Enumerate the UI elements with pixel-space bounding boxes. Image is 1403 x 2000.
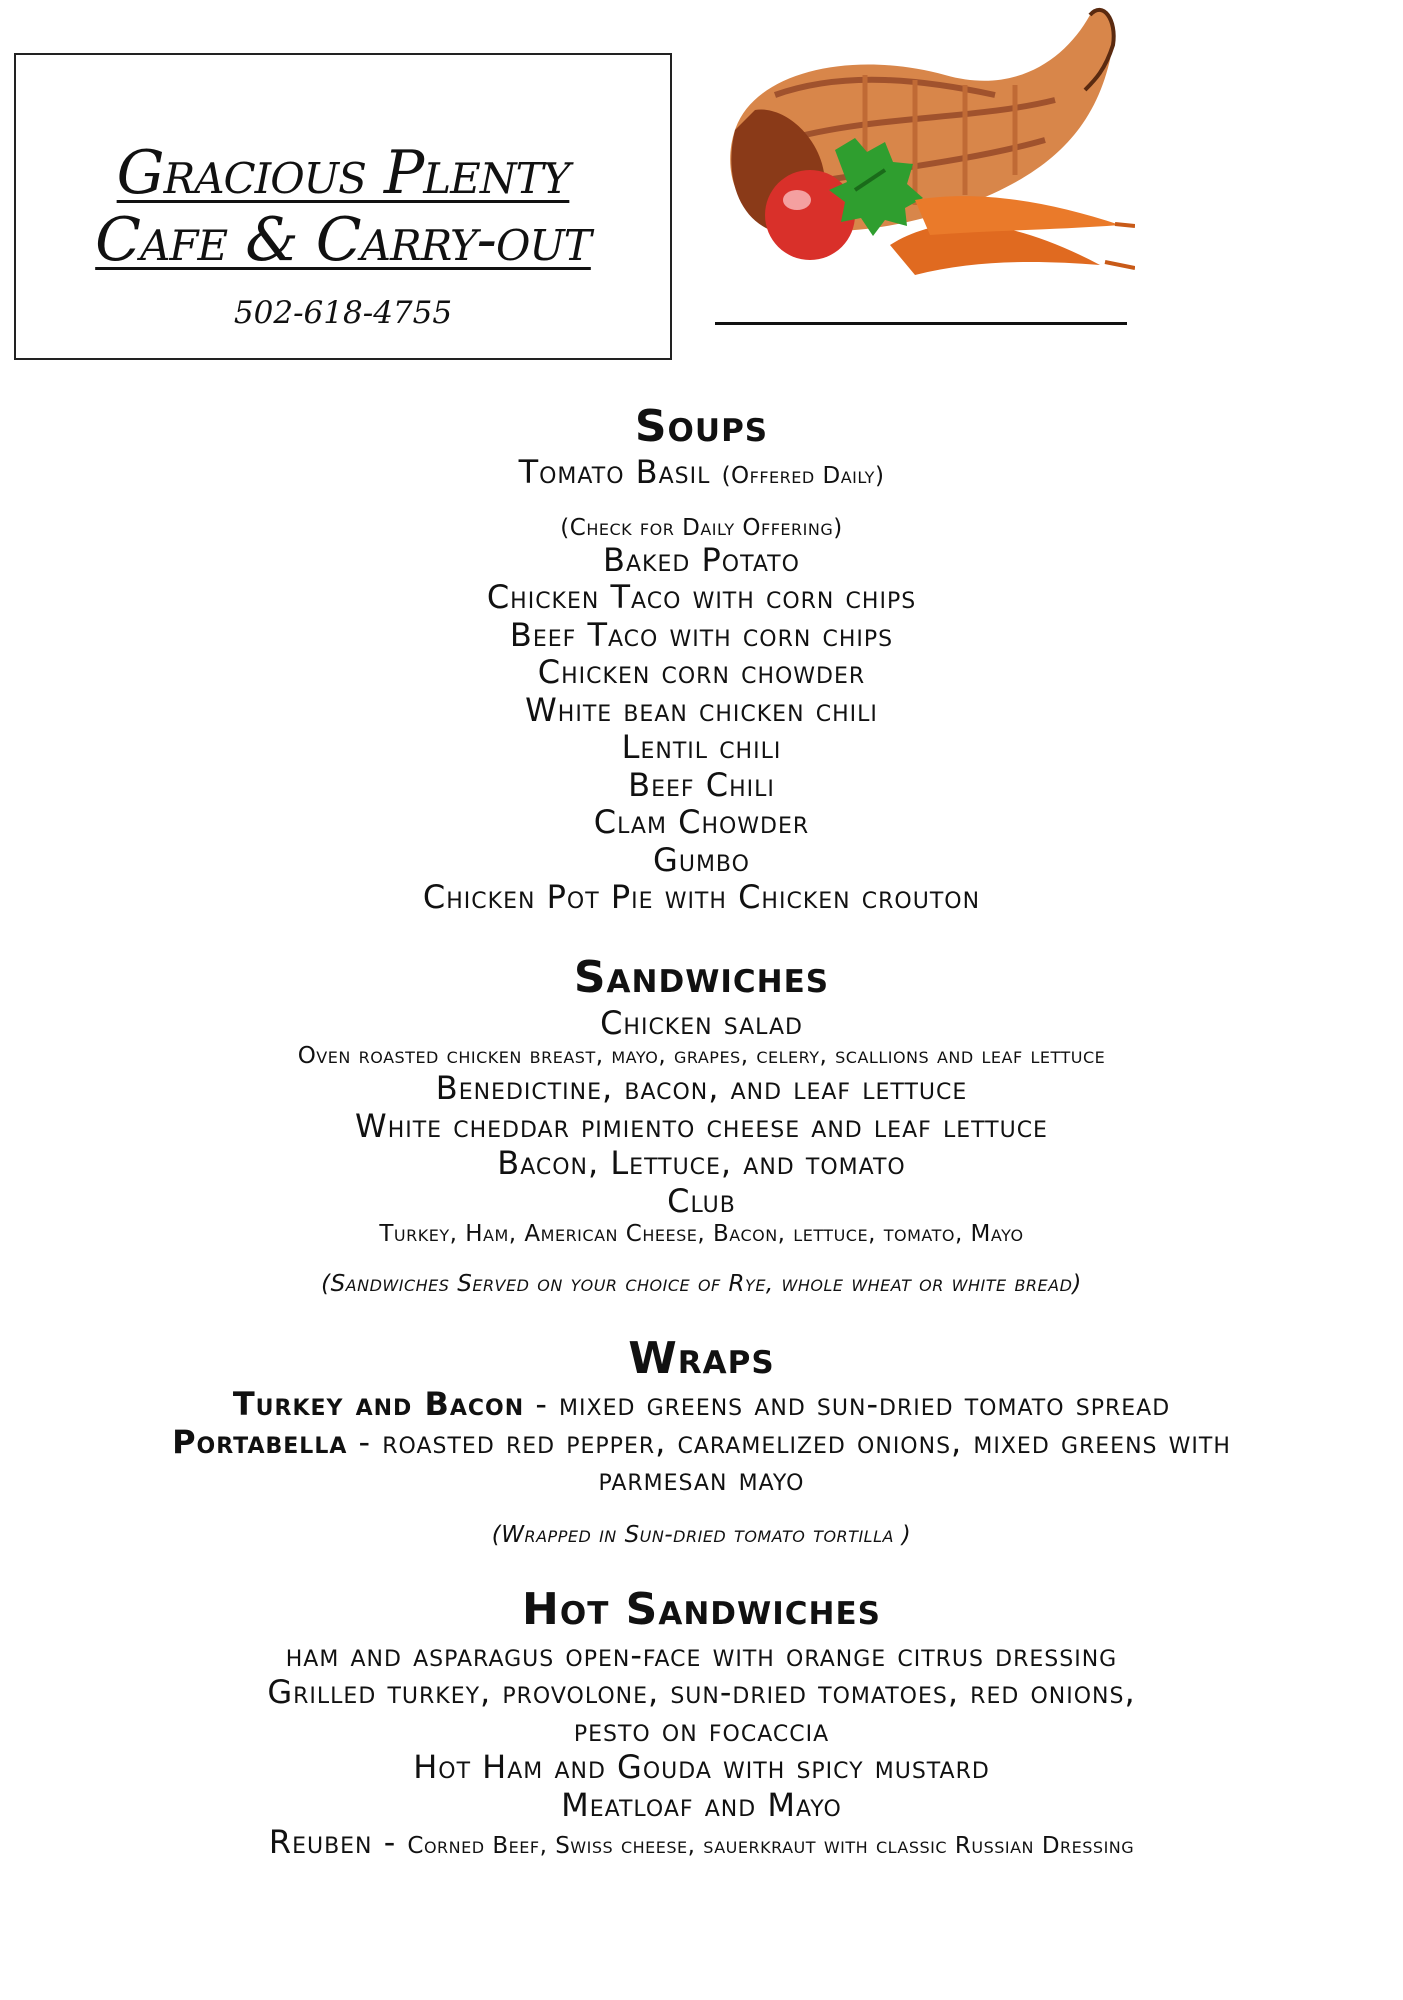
sandwich-item: Benedictine, bacon, and leaf lettuce [435,1069,968,1107]
restaurant-name-line1: Gracious Plenty [116,138,570,208]
reuben-name: Reuben - [268,1823,408,1861]
soup-daily-name: Tomato Basil [518,453,711,491]
soup-item: Beef Chili [628,765,775,804]
wrap-name: Portabella [172,1422,348,1461]
soup-item: Gumbo [653,840,750,879]
sandwich-item: Club [667,1181,736,1220]
header-box [14,53,672,360]
wrap-item-portabella [0,1424,1403,1462]
section-title-hot-sandwiches: Hot Sandwiches [522,1583,881,1635]
reuben-description: Corned Beef, Swiss cheese, sauerkraut with classic Russian Dressing [407,1833,1135,1859]
sandwich-item: Bacon, Lettuce, and tomato [497,1144,906,1182]
section-title-soups: Soups [634,401,769,452]
hot-sandwich-item: pesto on focaccia [573,1710,830,1749]
hot-sandwich-reuben [0,1824,1403,1862]
phone-number: 502-618-4755 [233,295,453,331]
sandwich-description: Oven roasted chicken breast, mayo, grapes, celery, scallions and leaf lettuce [297,1043,1106,1069]
sandwich-description: Turkey, Ham, American Cheese, Bacon, lettuce, tomato, Mayo [379,1221,1024,1247]
soup-item: Chicken corn chowder [537,653,866,691]
hot-sandwich-item: Grilled turkey, provolone, sun-dried tomatoes, red onions, [267,1673,1136,1711]
soup-item: Beef Taco with corn chips [509,615,894,654]
sandwich-item: White cheddar pimiento cheese and leaf lettuce [355,1106,1048,1145]
sandwich-bread-note: (Sandwiches Served on your choice of Rye, whole wheat or white bread) [321,1271,1082,1297]
wrap-tortilla-note: (Wrapped in Sun-dried tomato tortilla ) [491,1521,912,1548]
wrap-name: Turkey and Bacon [232,1385,525,1423]
wrap-description: - mixed greens and sun-dried tomato spread [524,1385,1171,1423]
soup-item: Lentil chili [621,728,782,766]
wrap-item-turkey [0,1386,1403,1424]
restaurant-name-line2: Cafe & Carry-out [95,205,591,275]
section-title-sandwiches: Sandwiches [573,951,830,1003]
wrap-description-cont: parmesan mayo [598,1460,805,1498]
soup-item: Chicken Pot Pie with Chicken crouton [422,878,981,916]
hot-sandwich-item: ham and asparagus open-face with orange citrus dressing [285,1635,1118,1674]
soup-daily-note: (Offered Daily) [721,463,885,489]
sandwich-item: Chicken salad [600,1003,803,1042]
soup-daily [0,454,1403,492]
soup-check-note: (Check for Daily Offering) [560,514,843,541]
hot-sandwich-item: Meatloaf and Mayo [561,1785,842,1824]
soup-item: Chicken Taco with corn chips [486,578,917,616]
soup-item: White bean chicken chili [525,690,878,729]
menu-body [0,400,1403,1862]
section-title-wraps: Wraps [628,1333,775,1384]
wrap-description: - roasted red pepper, caramelized onions, mixed greens with [347,1422,1231,1461]
hot-sandwich-item: Hot Ham and Gouda with spicy mustard [413,1748,990,1786]
cornucopia-icon [715,0,1135,330]
soup-item: Clam Chowder [593,803,810,841]
soup-item: Baked Potato [603,540,800,579]
